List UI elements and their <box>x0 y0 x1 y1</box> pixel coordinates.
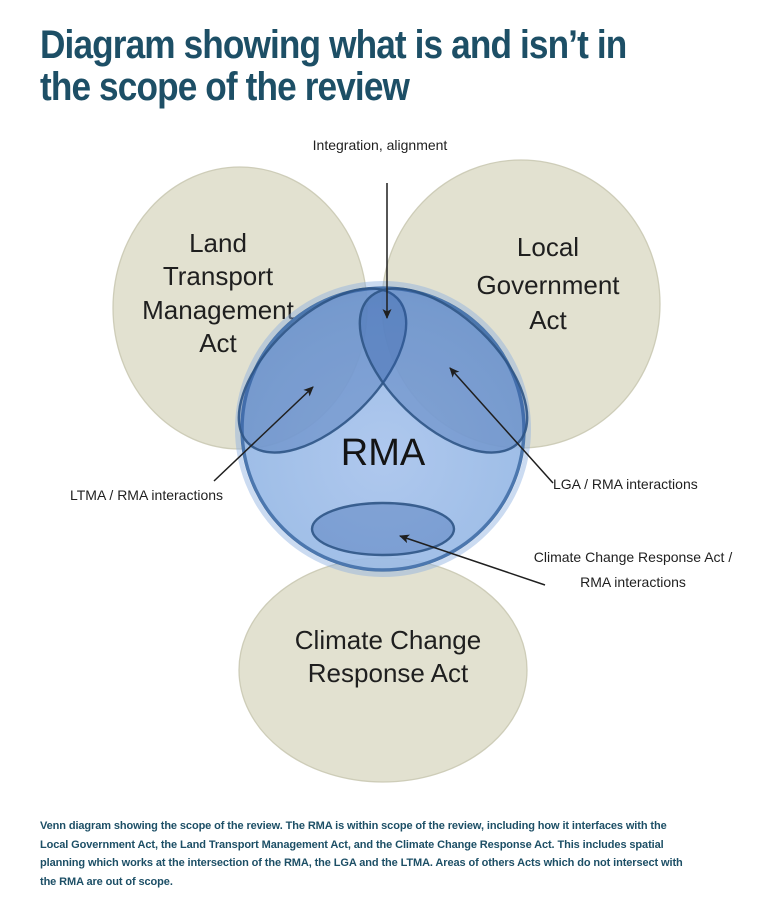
ltma-circle-label-line2: Transport <box>162 261 274 291</box>
ccra-rma-annotation-line1: Climate Change Response Act / <box>533 549 733 565</box>
ccra-circle-label-line2: Response Act <box>307 658 469 688</box>
lga-circle-label-line1: Local <box>516 232 580 262</box>
page-title-line2: the scope of the review <box>40 65 410 109</box>
rma-circle-label: RMA <box>340 432 426 474</box>
ccra-circle-label-line1: Climate Change <box>294 625 482 655</box>
ltma-circle-label-line3: Management <box>142 295 294 325</box>
ltma-circle-label-line4: Act <box>199 328 237 358</box>
lga-circle-label-line2: Government <box>476 270 620 300</box>
figure-caption: Venn diagram showing the scope of the review. The RMA is within scope of the review, including how it interfaces with the Local Government Act, the Land Transport Management Act, and the Climate Change Response Act. This includes spatial planning which works at the intersection of the RMA, the LGA and the LTMA. Areas of others Acts which do not intersect with the RMA are out of scope. <box>40 820 683 888</box>
lga-circle-label-line3: Act <box>529 305 567 335</box>
venn-diagram <box>0 130 760 810</box>
venn-svg <box>0 130 760 810</box>
ltma-rma-annotation: LTMA / RMA interactions <box>70 487 224 503</box>
lga-rma-annotation: LGA / RMA interactions <box>553 476 698 492</box>
ltma-circle-label-line1: Land <box>189 228 247 258</box>
page-title <box>40 24 626 108</box>
integration-annotation: Integration, alignment <box>312 137 448 153</box>
ccra-rma-annotation-line2: RMA interactions <box>580 574 686 590</box>
page-title-line1: Diagram showing what is and isn’t in <box>40 23 627 67</box>
